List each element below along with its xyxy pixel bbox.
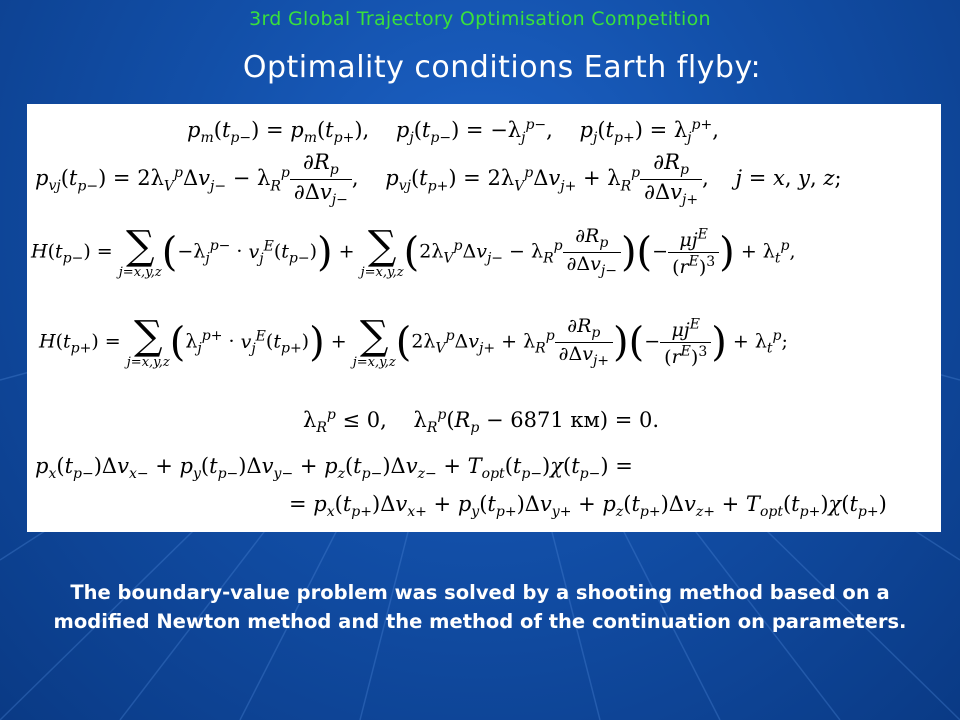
formula-panel [27,104,941,532]
description-paragraph: The boundary-value problem was solved by a shooting method based on a modified Newton method and the method of the continuation on parameters. [53,581,907,633]
equation-line-2: $p_{vj}(t_{p-}) = 2\lambda_V^p\Delta v_{j-} - \lambda_R^p$ $\frac{\partial R_p}{\partial\Delta v_{j-}}$ , $p_{vj}(t_{p+}) = 2\lambda_V^p\Delta v_{j+} + \lambda_R^p$ $\frac{\partial R_p}{\partial\Delta v_{j+}}$ , j = x, y, z; [35,150,842,209]
equation-line-6: $p_x(t_{p-})\Delta v_{x-} + p_y(t_{p-})\Delta v_{y-} + p_z(t_{p-})\Delta v_{z-} + T_{opt}(t_{p-})\chi(t_{p-})$ = [35,454,633,483]
equation-line-1: $p_m(t_{p-}) = p_m(t_{p+})$, $p_j(t_{p-}) = -\lambda_j^{p-}$, $p_j(t_{p+}) = \lambda_j^{p+}$, [187,117,719,147]
conference-name: 3rd Global Trajectory Optimisation Competition [249,8,711,30]
equation-line-7: = $p_x(t_{p+})\Delta v_{x+} + p_y(t_{p+})\Delta v_{y+} + p_z(t_{p+})\Delta v_{z+} + T_{opt}(t_{p+})\chi(t_{p+})$ [289,492,887,521]
equation-line-4: $H(t_{p+})$ = ∑ j=x,y,z $(\lambda_j^{p+} \cdot v_j^E(t_{p+}))$ + ∑ j=x,y,z ($2\lambda_V^p\Delta v_{j+} + \lambda_R^p$ $\frac{\partial R_p}{\partial\Delta v_{j+}}$ )(− $\frac{\mu j^E}{(r^E)^3}$ ) + $\lambda_t^p$; [39,313,788,370]
equation-line-5: $\lambda_R^p \le 0$, $\lambda_R^p(R_p - 6871$ км) = 0. [303,407,660,437]
slide-title: Optimality conditions Earth flyby: [242,50,762,85]
equation-line-3: $H(t_{p-})$ = ∑ j=x,y,z $(-\lambda_j^{p-} \cdot v_j^E(t_{p-}))$ + ∑ j=x,y,z ($2\lambda_V^p\Delta v_{j-} - \lambda_R^p$ $\frac{\partial R_p}{\partial\Delta v_{j-}}$ )(− $\frac{\mu j^E}{(r^E)^3}$ ) + $\lambda_t^p$, [31,223,796,280]
